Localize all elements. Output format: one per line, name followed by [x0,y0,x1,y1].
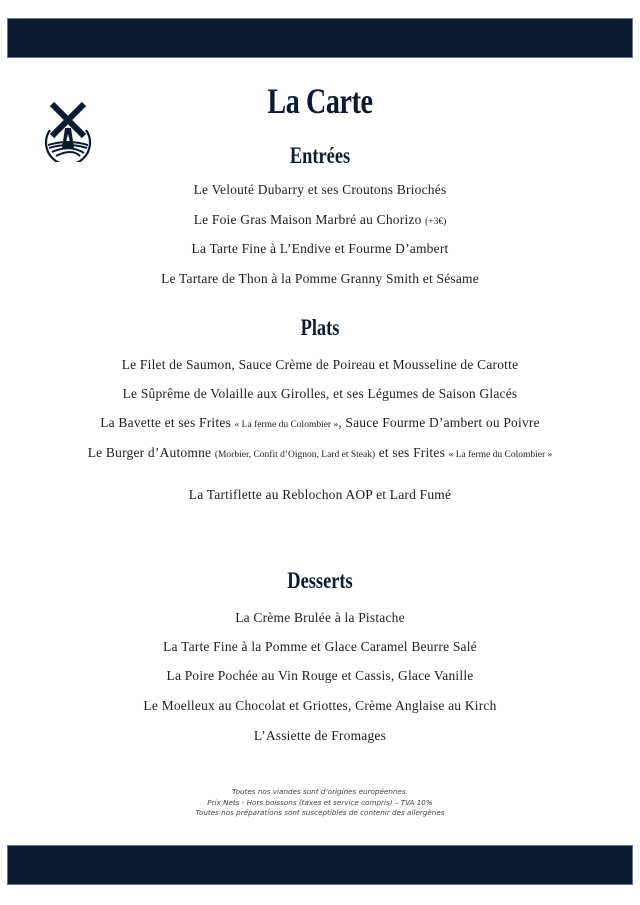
menu-item: La Crème Brulée à la Pistache [235,610,405,625]
menu-item: La Bavette et ses Frites « La ferme du Colombier », Sauce Fourme D’ambert ou Poivre [100,415,540,430]
menu-item: La Tarte Fine à L’Endive et Fourme D’ambert [191,241,449,256]
section-title-plats: Plats [300,315,340,340]
menu-item: La Tartiflette au Reblochon AOP et Lard Fumé [188,487,452,502]
menu-item: Le Tartare de Thon à la Pomme Granny Smith et Sésame [161,271,479,286]
footer-note: Prix Nets - Hors boissons (taxes et service compris) – TVA 10% [207,797,433,807]
menu-item: Le Filet de Saumon, Sauce Crème de Poireau et Mousseline de Carotte [121,357,519,372]
page-title: La Carte [267,81,373,121]
top-banner [7,18,633,58]
menu-item: Le Sûprême de Volaille aux Girolles, et ses Légumes de Saison Glacés [122,386,518,401]
bottom-banner [7,845,633,885]
menu-item: L’Assiette de Fromages [253,728,387,743]
price-supplement: (+3€) [425,217,447,227]
menu-item: Le Moelleux au Chocolat et Griottes, Crème Anglaise au Kirch [143,698,497,713]
footer-note: Toutes nos préparations sont susceptibles de contenir des allergènes [195,808,445,817]
menu-item: La Tarte Fine à la Pomme et Glace Caramel Beurre Salé [163,639,477,654]
menu-item: Le Burger d’Automne (Morbier, Confit d’Oignon, Lard et Steak) et ses Frites « La ferme du Colombier » [87,445,553,460]
menu-item: Le Foie Gras Maison Marbré au Chorizo (+3€) [193,212,447,227]
footer-note: Toutes nos viandes sont d’origines européennes. [232,787,408,796]
section-title-entrees: Entrées [289,143,351,168]
menu-item: La Poire Pochée au Vin Rouge et Cassis, Glace Vanille [166,668,474,683]
footer-notes [0,787,640,819]
section-title-desserts: Desserts [287,568,353,593]
menu-item: Le Velouté Dubarry et ses Croutons Briochés [193,182,447,197]
